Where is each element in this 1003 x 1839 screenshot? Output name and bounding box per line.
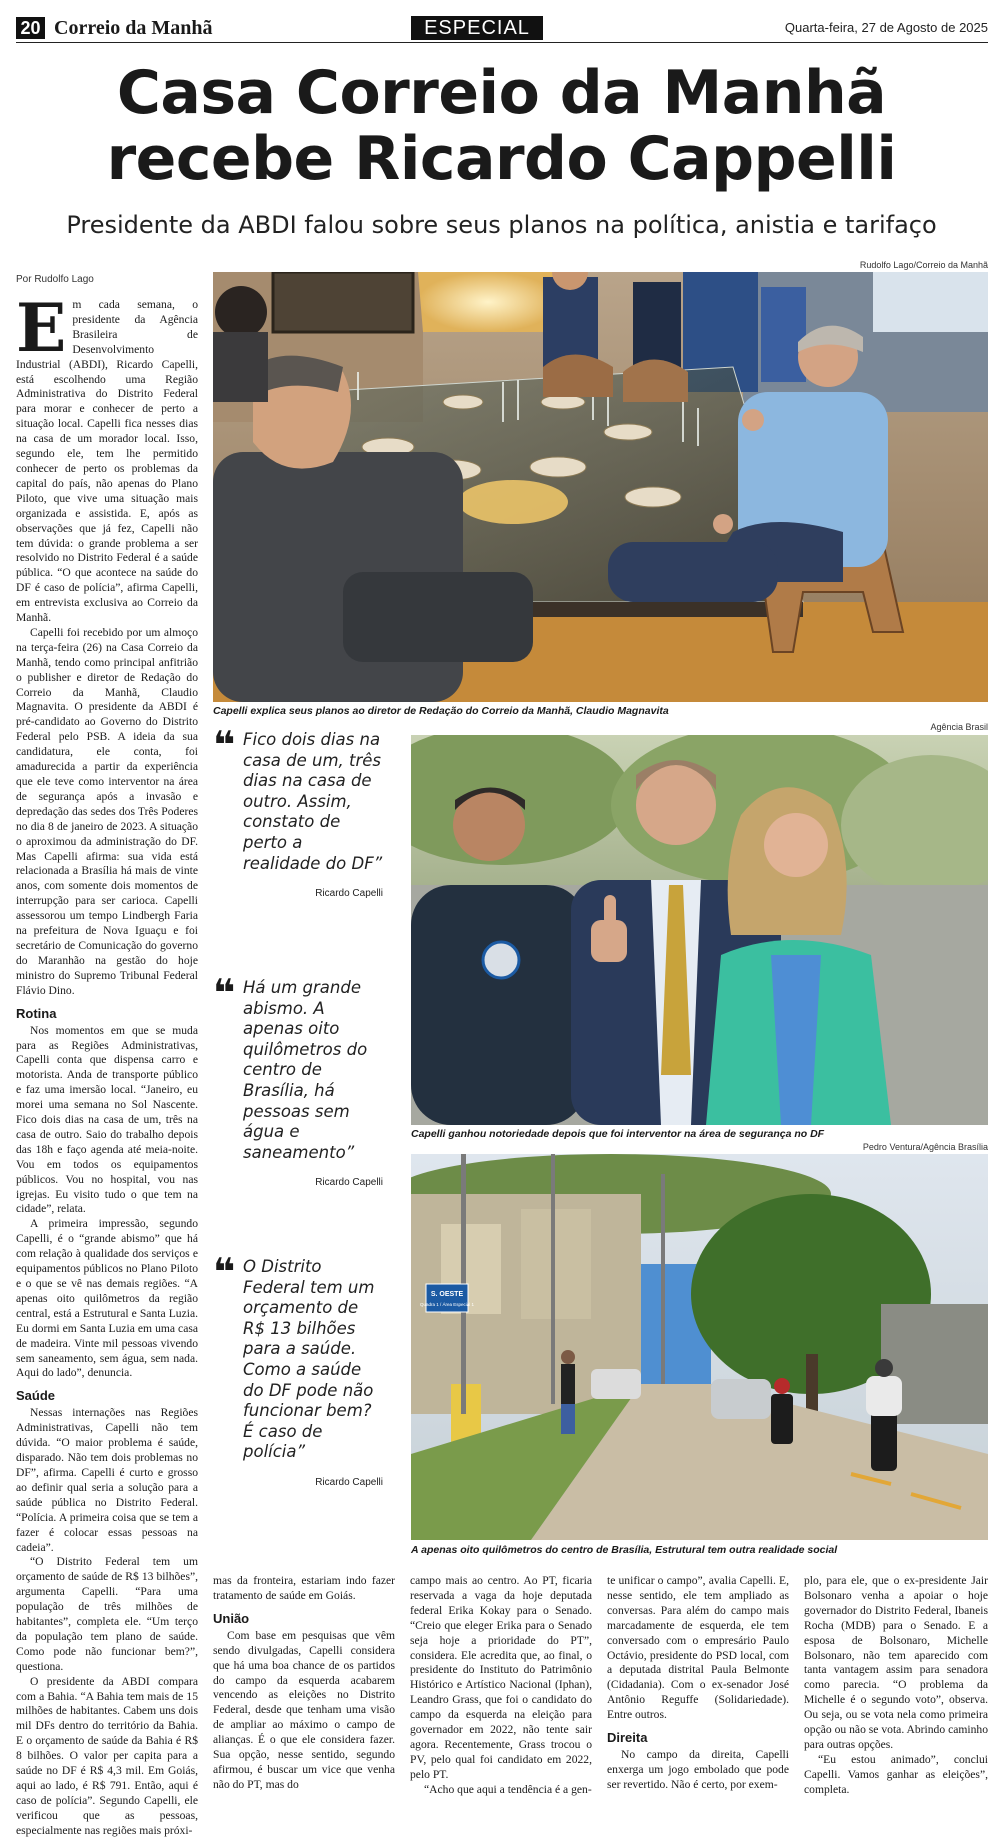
newspaper-name: Correio da Manhã <box>54 17 213 39</box>
pull-quote-2 <box>213 971 383 1189</box>
article-paragraph: Em cada semana, o presidente da Agência Brasileira de Desenvolvimento Industrial (ABDI), Ricardo Capelli, está escolhendo uma Região Administrativa do Distrito Federal para morar e conhecer de perto a situação local. Capelli fica nesses dias na casa de um morador local. Isso, segundo ele, tem lhe permitido conhecer de perto os problemas da capital do país, não apenas do Plano Piloto, que vive uma situação mais organizada e assistida. E, após as observações que já fez, Capelli não tem dúvida: o grande problema a ser resolvido no Distrito Federal é a saúde pública. “O que acontece na saúde do DF é caso de polícia”, afirma Capelli, em entrevista exclusiva ao Correio da Manhã. <box>16 289 198 625</box>
headline <box>0 60 1003 192</box>
headline-line-1: Casa Correio da Manhã <box>116 58 887 128</box>
article-paragraph: Capelli foi recebido por um almoço na terça-feira (26) na Casa Correio da Manhã, tendo como principal anfitrião o publisher e diretor de Redação do Correio da Manhã, Claudio Magnavita. O presidente da ABDI é pré-candidato ao Governo do Distrito Federal pelo PSB. A ideia da sua candidatura, ele conta, foi amadurecida a partir da experiência que ele teve como interventor na área de segurança após a invasão e depredação das sedes dos Três Poderes no dia 8 de janeiro de 2023. A situação o aproximou da administração do DF. Mas Capelli afirma: sua vida está relacionada a Brasília há mais de vinte anos, com somente dois momentos de interrupção para ser carioca. Capelli assessorou um tempo Lindbergh Faria na prefeitura de Nova Iguaçu e foi secretário de Comunicação do governo do Maranhão na gestão do hoje ministro do Supremo Tribunal Federal Flávio Dino. <box>16 625 198 997</box>
article-paragraph: No campo da direita, Capelli enxerga um jogo embolado que pode ser revertido. Não é certo, por exem- <box>607 1748 789 1791</box>
photo-capelli-portrait <box>411 735 988 1125</box>
pull-quote-text: Fico dois dias na casa de um, três dias na casa de outro. Assim, constato de perto a realidade do DF” <box>243 730 383 873</box>
article-paragraph: O presidente da ABDI compara com a Bahia. “A Bahia tem mais de 15 milhões de habitantes. Cabem uns dois mil DFs dentro do território da Bahia. E o orçamento de saúde da Bahia é R$ 8 bilhões. O valor per capita para a saúde no DF é R$ 4,3 mil. Em Goiás, aqui ao lado, é R$ 791. Então, aqui é caso de polícia”. Segundo Capelli, ele verificou que as pessoas, especialmente nas regiões mais próxi- <box>16 1674 198 1837</box>
page-header <box>16 16 988 43</box>
article-column-4 <box>607 1574 789 1793</box>
pull-quote-text: Há um grande abismo. A apenas oito quilômetros do centro de Brasília, há pessoas sem água e saneamento” <box>243 978 368 1162</box>
street-sign-text: S. OESTE <box>430 1291 464 1298</box>
pull-quote-1 <box>213 723 383 900</box>
article-paragraph: mas da fronteira, estariam indo fazer tratamento de saúde em Goiás. <box>213 1574 395 1602</box>
article-paragraph: Nessas internações nas Regiões Administrativas, Capelli não tem dúvida. “O maior problema é saúde, disparado. Não tem dois problemas no DF”, afirma. Capelli é curto e grosso ao definir qual seria a solução para a saúde pública no Distrito Federal. “Polícia. A primeira coisa que se tem a fazer é colocar essas pessoas na cadeia”. <box>16 1406 198 1554</box>
article-paragraph: plo, para ele, que o ex-presidente Jair Bolsonaro venha a apoiar o hoje governador do Distrito Federal, Ibaneis Rocha (MDB) para o Senado. E a esposa de Bolsonaro, Michelle Bolsonaro, não tem aparecido com tanta vantagem assim para senadora como parecia. “O problema da Michelle é o segundo voto”, observa. Ou seja, ou se vota nela como primeira opção ou não se vota. Abrindo caminho para outras opções. <box>804 1574 988 1751</box>
portrait-scene-illustration <box>411 735 988 1125</box>
subheadline: Presidente da ABDI falou sobre seus planos na política, anistia e tarifaço <box>66 211 937 239</box>
article-column-5 <box>804 1574 988 1798</box>
article-paragraph: Com base em pesquisas que vêm sendo divulgadas, Capelli considera que há uma boa chance de os partidos do campo da esquerda acabarem vencendo as eleições no Distrito Federal, desde que tenham uma visão de ampliar ao máximo o campo de alianças. É o que ele considera fazer. Sua opção, nesse sentido, segundo afirmou, é buscar um vice que venha não do PT, mas do <box>213 1628 395 1791</box>
article-column-1 <box>16 289 198 1839</box>
photo-credit: Agência Brasil <box>930 722 988 732</box>
article-paragraph: “O Distrito Federal tem um orçamento de saúde de R$ 13 bilhões”, argumenta Capelli. “Para uma população de três milhões de habitantes”, completa ele. “Um terço da população tem plano de saúde. Como pode não funcionar bem?”, questiona. <box>16 1555 198 1673</box>
photo-credit: Pedro Ventura/Agência Brasília <box>862 1142 988 1152</box>
pull-quote-3 <box>213 1250 383 1488</box>
street-sign-subtext: Quadra 1 / Área Especial 1 <box>419 1302 475 1307</box>
quote-mark-icon: ❝ <box>213 971 236 1015</box>
headline-line-2: recebe Ricardo Cappelli <box>106 124 897 194</box>
subheading-saude: Saúde <box>16 1388 56 1404</box>
section-label: ESPECIAL <box>411 16 543 40</box>
article-paragraph: “Eu estou animado”, conclui Capelli. Vamos ganhar as eleições”, completa. <box>804 1752 988 1796</box>
photo-caption: A apenas oito quilômetros do centro de Brasília, Estrutural tem outra realidade social <box>411 1544 838 1556</box>
article-paragraph: “Acho que aqui a tendência é a gen- <box>424 1782 592 1796</box>
lunch-scene-illustration <box>213 272 988 702</box>
quote-mark-icon: ❝ <box>213 723 236 767</box>
pull-quote-author: Ricardo Capelli <box>315 888 383 900</box>
subheading-uniao: União <box>213 1610 250 1626</box>
page-number: 20 <box>16 17 45 39</box>
street-scene-illustration <box>411 1154 988 1540</box>
subheading-direita: Direita <box>607 1730 648 1746</box>
photo-credit: Rudolfo Lago/Correio da Manhã <box>859 260 988 270</box>
photo-caption: Capelli explica seus planos ao diretor de Redação do Correio da Manhã, Claudio Magnavita <box>213 705 669 717</box>
drop-cap: E <box>16 289 67 367</box>
pull-quote-text: O Distrito Federal tem um orçamento de R$ 13 bilhões para a saúde. Como a saúde do DF pode não funcionar bem? É caso de polícia” <box>243 1257 375 1462</box>
byline: Por Rudolfo Lago <box>16 274 94 285</box>
photo-estrutural-street <box>411 1154 988 1540</box>
article-column-3 <box>410 1574 592 1798</box>
photo-lunch-meeting <box>213 272 988 702</box>
article-column-2 <box>213 1574 395 1793</box>
article-paragraph: campo mais ao centro. Ao PT, ficaria reservada a vaga da hoje deputada federal Erika Kokay para o Senado. “Creio que eleger Erika para o Senado seja hoje a prioridade do PT”, considera. Ele acredita que, ao final, o presidente do Instituto do Patrimônio Histórico e Artístico Nacional (Iphan), Leandro Grass, que foi o candidato do campo da esquerda na eleição para governador em 2022, não tente sair agora. Recentemente, Grass trocou o PV, pelo qual foi candidato em 2022, pelo PT. <box>410 1574 592 1781</box>
article-paragraph: A primeira impressão, segundo Capelli, é o “grande abismo” que há com relação à qualidade dos serviços e equipamentos públicos no Plano Piloto e o que se vê nas demais regiões. “A apenas oito quilômetros da região central, está a Estrutural e Santa Luzia. Eu dormi em Santa Luzia em uma casa de madeira. Vinte mil pessoas vivendo sem saneamento, sem água, sem nada. Aqui do lado”, denuncia. <box>16 1217 198 1380</box>
photo-caption: Capelli ganhou notoriedade depois que foi interventor na área de segurança no DF <box>411 1128 825 1140</box>
subheading-rotina: Rotina <box>16 1005 57 1021</box>
issue-date: Quarta-feira, 27 de Agosto de 2025 <box>784 20 988 35</box>
pull-quote-author: Ricardo Capelli <box>315 1177 383 1189</box>
quote-mark-icon: ❝ <box>213 1250 236 1294</box>
pull-quote-author: Ricardo Capelli <box>315 1476 383 1488</box>
article-paragraph: Nos momentos em que se muda para as Regiões Administrativas, Capelli conta que dispensa carro e motorista. Anda de transporte público e faz uma imersão local. “Janeiro, eu morei uma semana no Sol Nascente. Fico dois dias na casa de um, três na casa de outro. Saio do trabalho depois das 18h e faço agenda até meia-noite. Vou em todos os equipamentos públicos. Vou no hospital, vou nas igrejas. Eu visito tudo o que tem na cidade”, relata. <box>16 1023 198 1216</box>
article-paragraph: te unificar o campo”, avalia Capelli. E, nesse sentido, ele tem ampliado as conversas. Para além do campo mais marcadamente de esquerda, ele tem conversado com o empresário Paulo Octávio, presidente do PSD local, com a deputada distrital Paula Belmonte (Cidadania). Com o ex-senador José Antônio Reguffe (Solidariedade). Entre outros. <box>607 1574 789 1722</box>
